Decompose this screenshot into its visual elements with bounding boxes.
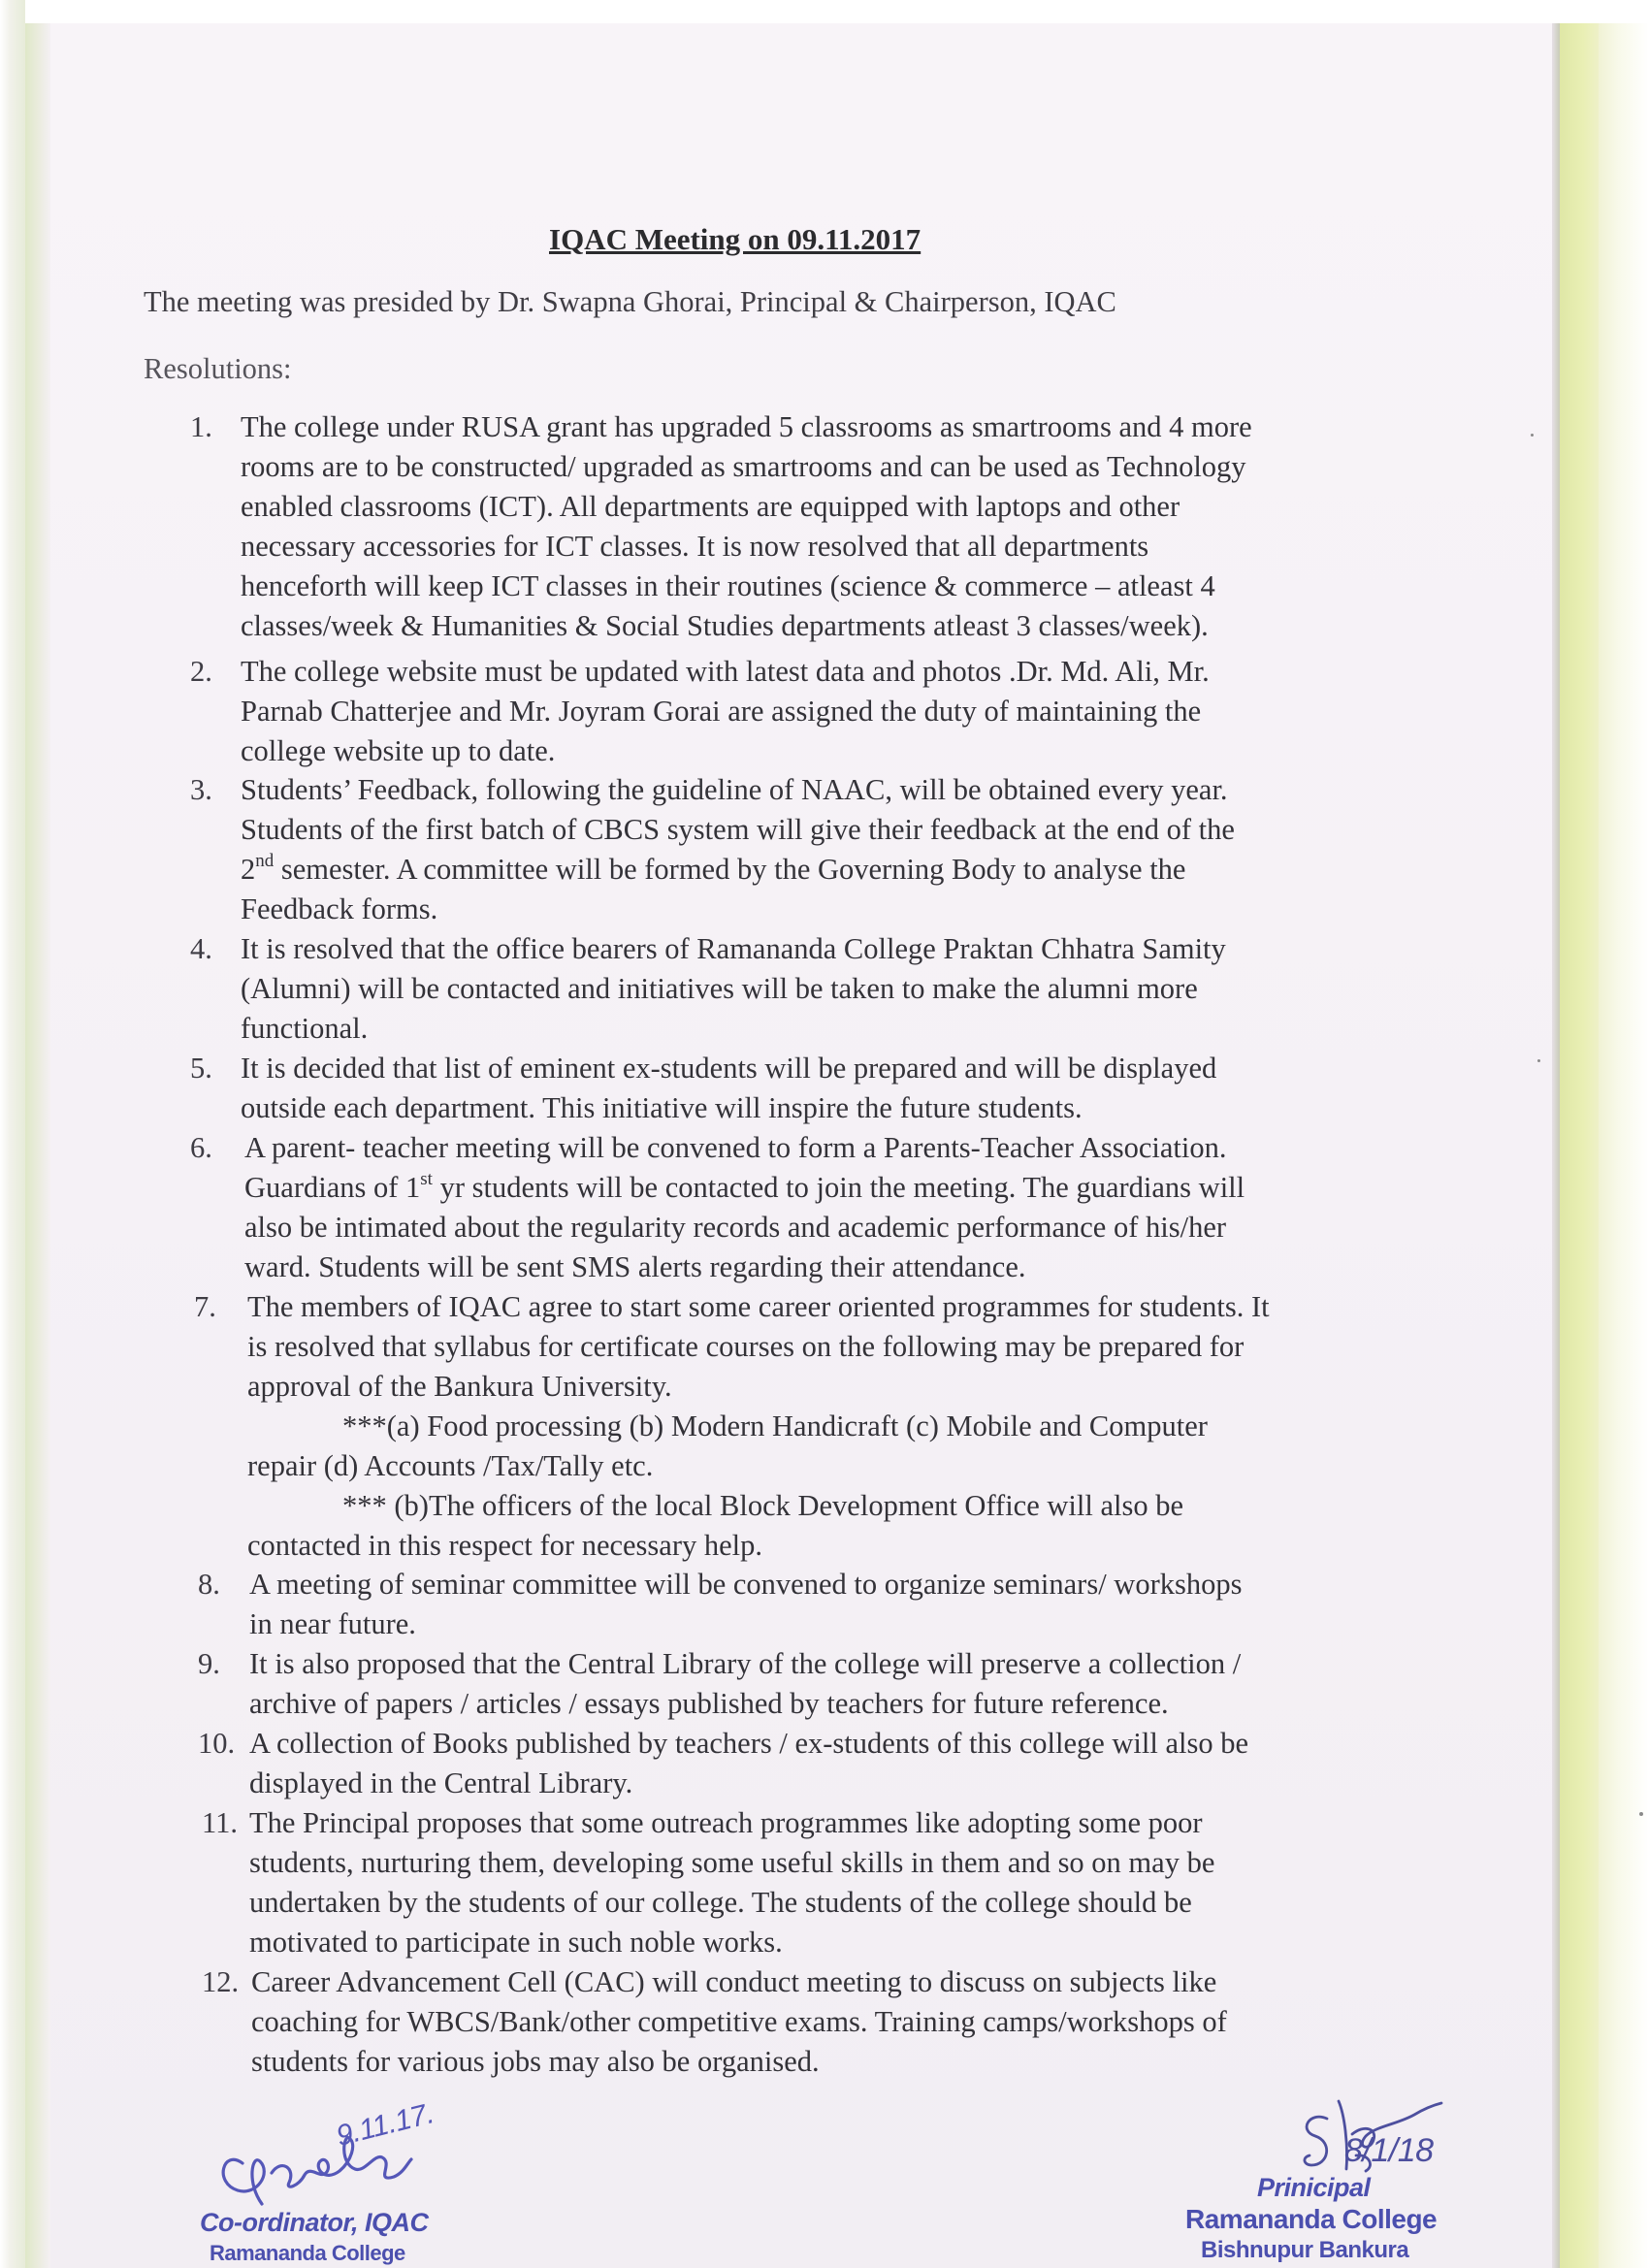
line-text: Guardians of 1 (244, 1171, 421, 1204)
resolution-line: approval of the Bankura University. (247, 1370, 672, 1403)
resolution-line: students, nurturing them, developing some useful skills in them and so on may be (249, 1846, 1215, 1879)
document-title: IQAC Meeting on 09.11.2017 (549, 222, 922, 256)
resolution-line: displayed in the Central Library. (249, 1766, 633, 1799)
resolution-number: 3. (190, 773, 212, 806)
resolution-line: in near future. (249, 1607, 416, 1640)
resolution-number: 5. (190, 1052, 212, 1085)
resolution-line: The members of IQAC agree to start some career oriented programmes for students. It (247, 1290, 1270, 1323)
resolutions-heading: Resolutions: (144, 352, 292, 385)
resolution-line (241, 850, 1185, 890)
speck (1639, 1812, 1643, 1816)
resolution-line: undertaken by the students of our college. The students of the college should be (249, 1886, 1192, 1919)
resolution-line: Feedback forms. (241, 892, 438, 925)
resolution-line: enabled classrooms (ICT). All departments are equipped with laptops and other (241, 490, 1180, 523)
resolution-line: The Principal proposes that some outreach programmes like adopting some poor (249, 1806, 1203, 1839)
resolution-number: 6. (190, 1131, 212, 1164)
coordinator-stamp-title: Co-ordinator, IQAC (200, 2208, 429, 2237)
resolution-line: repair (d) Accounts /Tax/Tally etc. (247, 1449, 654, 1482)
resolution-line: rooms are to be constructed/ upgraded as smartrooms and can be used as Technology (241, 450, 1246, 483)
speck (1537, 1059, 1540, 1062)
resolution-line: is resolved that syllabus for certificate courses on the following may be prepared for (247, 1330, 1245, 1363)
resolution-line: coaching for WBCS/Bank/other competitive exams. Training camps/workshops of (251, 2005, 1227, 2038)
resolution-line: contacted in this respect for necessary help. (247, 1529, 762, 1562)
resolution-line: henceforth will keep ICT classes in their routines (science & commerce – atleast 4 (241, 569, 1215, 602)
paper-right-shadow (1552, 23, 1560, 2268)
resolution-line: ward. Students will be sent SMS alerts regarding their attendance. (244, 1250, 1026, 1283)
principal-stamp-college: Ramananda College (1185, 2204, 1438, 2234)
line-text: 2 (241, 853, 256, 886)
resolution-line: college website up to date. (241, 734, 556, 767)
resolution-line: A meeting of seminar committee will be convened to organize seminars/ workshops (249, 1568, 1243, 1601)
folder-right-edge (1560, 23, 1599, 2268)
resolution-line: ***(a) Food processing (b) Modern Handicraft (c) Mobile and Computer (342, 1409, 1208, 1442)
resolution-line: The college under RUSA grant has upgraded 5 classrooms as smartrooms and 4 more (241, 410, 1252, 443)
resolution-number: 10. (198, 1727, 236, 1760)
principal-stamp-title: Prinicipal (1257, 2173, 1371, 2202)
resolution-line: It is also proposed that the Central Library of the college will preserve a collection / (249, 1647, 1242, 1680)
resolution-number: 1. (190, 410, 212, 443)
resolution-line: The college website must be updated with latest data and photos .Dr. Md. Ali, Mr. (241, 655, 1210, 688)
resolution-line: *** (b)The officers of the local Block Development Office will also be (342, 1489, 1184, 1522)
resolution-line: necessary accessories for ICT classes. It is now resolved that all departments (241, 530, 1149, 563)
resolution-number: 8. (198, 1568, 220, 1601)
scan-right-margin (1599, 23, 1649, 2268)
resolution-line: archive of papers / articles / essays published by teachers for future reference. (249, 1687, 1169, 1720)
speck (1531, 434, 1534, 437)
resolution-line: (Alumni) will be contacted and initiatives will be taken to make the alumni more (241, 972, 1198, 1005)
resolution-number: 7. (194, 1290, 216, 1323)
resolution-line: Students’ Feedback, following the guideline of NAAC, will be obtained every year. (241, 773, 1228, 806)
resolution-line: It is resolved that the office bearers of Ramananda College Praktan Chhatra Samity (241, 932, 1226, 965)
resolution-number: 11. (202, 1806, 238, 1839)
resolution-line: Career Advancement Cell (CAC) will conduct meeting to discuss on subjects like (251, 1965, 1217, 1998)
scan-left-margin (0, 0, 25, 2268)
resolution-line: classes/week & Humanities & Social Studies departments atleast 3 classes/week). (241, 609, 1209, 642)
resolution-line: A parent- teacher meeting will be convened to form a Parents-Teacher Association. (244, 1131, 1227, 1164)
resolution-line: outside each department. This initiative will inspire the future students. (241, 1091, 1083, 1124)
scan-top-margin (0, 0, 1649, 23)
resolution-number: 4. (190, 932, 212, 965)
resolution-line: A collection of Books published by teachers / ex-students of this college will also be (249, 1727, 1249, 1760)
resolution-number: 12. (202, 1965, 240, 1998)
resolution-number: 9. (198, 1647, 220, 1680)
principal-date: 8/1/18 (1344, 2132, 1434, 2169)
resolution-line: students for various jobs may also be organised. (251, 2045, 820, 2078)
meeting-intro: The meeting was presided by Dr. Swapna Ghorai, Principal & Chairperson, IQAC (144, 285, 1116, 318)
resolution-line: also be intimated about the regularity records and academic performance of his/her (244, 1211, 1227, 1244)
resolution-line (244, 1168, 1245, 1208)
coordinator-date: 9.11.17. (333, 2097, 437, 2153)
resolution-number: 2. (190, 655, 212, 688)
ordinal-suffix: st (420, 1168, 433, 1189)
resolution-line: motivated to participate in such noble works. (249, 1926, 783, 1959)
principal-stamp-place: Bishnupur Bankura (1201, 2237, 1409, 2263)
resolution-line: It is decided that list of eminent ex-students will be prepared and will be displayed (241, 1052, 1217, 1085)
line-text: semester. A committee will be formed by the Governing Body to analyse the (274, 853, 1186, 886)
resolution-line: functional. (241, 1012, 369, 1045)
line-text: yr students will be contacted to join the meeting. The guardians will (432, 1171, 1245, 1204)
folder-left-edge (25, 23, 50, 2268)
ordinal-suffix: nd (255, 850, 275, 871)
resolution-line: Parnab Chatterjee and Mr. Joyram Gorai are assigned the duty of maintaining the (241, 695, 1202, 728)
resolution-line: Students of the first batch of CBCS system will give their feedback at the end of the (241, 813, 1235, 846)
coordinator-stamp-college: Ramananda College (210, 2241, 405, 2265)
